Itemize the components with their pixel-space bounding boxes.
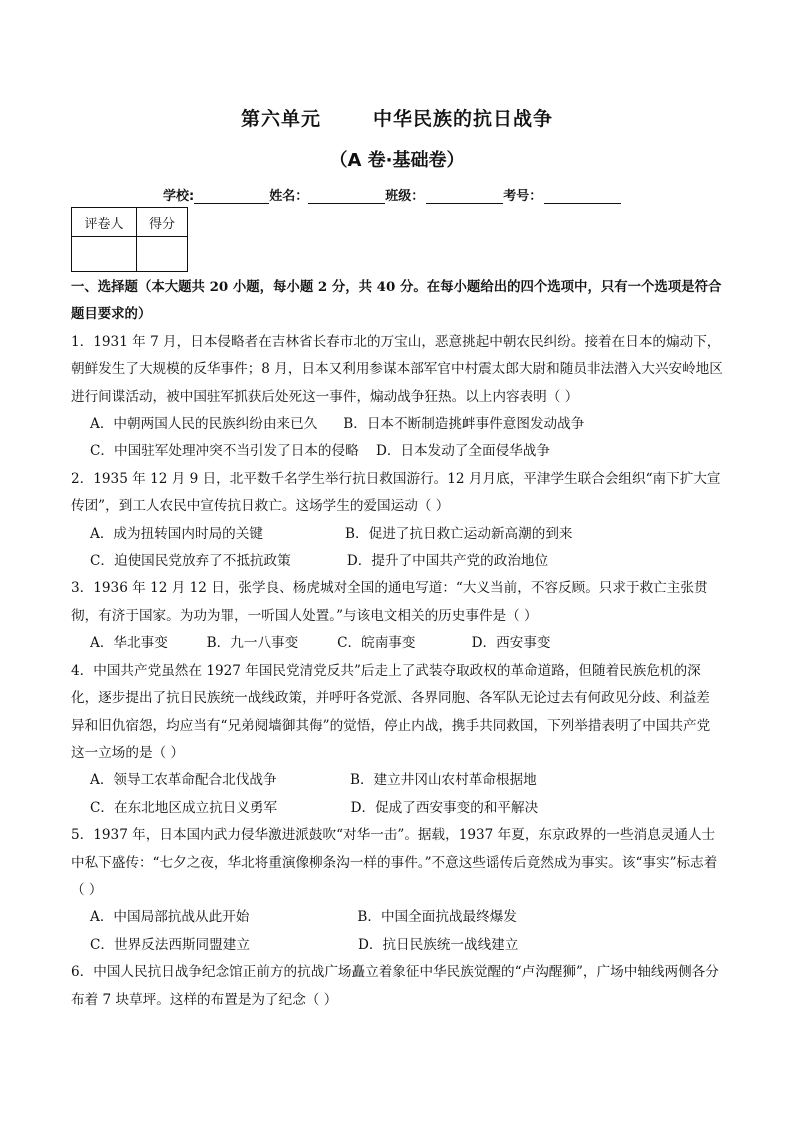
- grader-header: 评卷人: [72, 208, 137, 237]
- school-blank[interactable]: [194, 189, 269, 204]
- name-label: 姓名：: [269, 189, 309, 204]
- question-3-options: A．华北事变 B．九一八事变 C．皖南事变 D．西安事变: [90, 635, 551, 652]
- student-info-row: [163, 185, 621, 204]
- question-1-stem: 1．1931 年 7 月，日本侵略者在吉林省长春市北的万宝山，恶意挑起中朝农民纠纷。接着在日本的煽动下，朝鲜发生了大规模的反华事件；8 月，日本又利用参谋本部军官中村震太郎大尉和随员非法潜入大兴安岭地区进行间谍活动，被中国驻军抓获后处死这一事件，煽动战争狂热。以上内容表明（ ）: [71, 333, 723, 405]
- score-header: 得分: [137, 208, 188, 237]
- exam-no-blank[interactable]: [544, 189, 621, 204]
- question-2-stem: 2．1935 年 12 月 9 日，北平数千名学生举行抗日救国游行。12 月月底，平津学生联合会组织“南下扩大宣传团”，到工人农民中宣传抗日救亡。这场学生的爱国运动（ ）: [71, 470, 721, 515]
- question-4-options-a-b: A．领导工农革命配合北伐战争 B．建立井冈山农村革命根据地: [90, 772, 537, 789]
- name-blank[interactable]: [308, 189, 385, 204]
- question-3-stem: 3．1936 年 12 月 12 日，张学良、杨虎城对全国的通电写道：“大义当前，不容反顾。只求于救亡主张贯彻，有济于国家。为功为罪，一听国人处置。”与该电文相关的历史事件是（ ）: [71, 580, 708, 624]
- question-4-stem: 4．中国共产党虽然在 1927 年国民党清党反共”后走上了武装夺取政权的革命道路，但随着民族危机的深化，逐步提出了抗日民族统一战线政策，并呼吁各党派、各界同胞、各军队无论过去有何政见分歧、利益差异和旧仇宿怨，均应当有“兄弟阋墙御其侮”的觉悟，停止内战，携手共同救国，下列举措表明了中国共产党这一立场的是（ ）: [71, 662, 711, 761]
- question-2-options-c-d: C．迫使国民党放弃了不抵抗政策 D．提升了中国共产党的政治地位: [90, 553, 549, 570]
- school-label: 学校:: [163, 189, 195, 204]
- score-table: [71, 207, 188, 272]
- unit-label: 第六单元: [240, 108, 321, 130]
- score-cell[interactable]: [137, 237, 188, 272]
- question-section: [71, 274, 723, 1014]
- class-label: 班级：: [385, 189, 425, 204]
- paper-subtitle: （A 卷·基础卷）: [329, 150, 465, 171]
- question-1-options-a-b: A．中朝两国人民的民族纠纷由来已久 B．日本不断制造挑衅事件意图发动战争: [90, 416, 585, 433]
- question-4-options-c-d: C．在东北地区成立抗日义勇军 D．促成了西安事变的和平解决: [90, 799, 539, 816]
- question-5-options-c-d: C．世界反法西斯同盟建立 D．抗日民族统一战线建立: [90, 936, 519, 953]
- exam-no-label: 考号：: [503, 189, 543, 204]
- question-2-options-a-b: A．成为扭转国内时局的关键 B．促进了抗日救亡运动新高潮的到来: [90, 525, 573, 542]
- grader-cell[interactable]: [72, 237, 137, 272]
- unit-title: 中华民族的抗日战争: [373, 108, 554, 130]
- question-5-options-a-b: A．中国局部抗战从此开始 B．中国全面抗战最终爆发: [90, 909, 517, 926]
- question-6-stem: 6．中国人民抗日战争纪念馆正前方的抗战广场矗立着象征中华民族觉醒的“卢沟醒狮”，广场中轴线两侧各分布着 7 块草坪。这样的布置是为了纪念（ ）: [71, 964, 719, 1008]
- class-blank[interactable]: [426, 189, 503, 204]
- page-title: [0, 104, 794, 131]
- question-1-options-c-d: C．中国驻军处理冲突不当引发了日本的侵略 D．日本发动了全面侵华战争: [90, 443, 550, 460]
- question-5-stem: 5．1937 年，日本国内武力侵华激进派鼓吹“对华一击”。据载，1937 年夏，东京政界的一些消息灵通人士中私下盛传：“七夕之夜，华北将重演像柳条沟一样的事件。”不意这些谣传后竟然成为事实。该“事实”标志着（ ）: [71, 827, 718, 898]
- section-heading: 一、选择题（本大题共 20 小题，每小题 2 分，共 40 分。在每小题给出的四个选项中，只有一个选项是符合题目要求的）: [71, 279, 722, 323]
